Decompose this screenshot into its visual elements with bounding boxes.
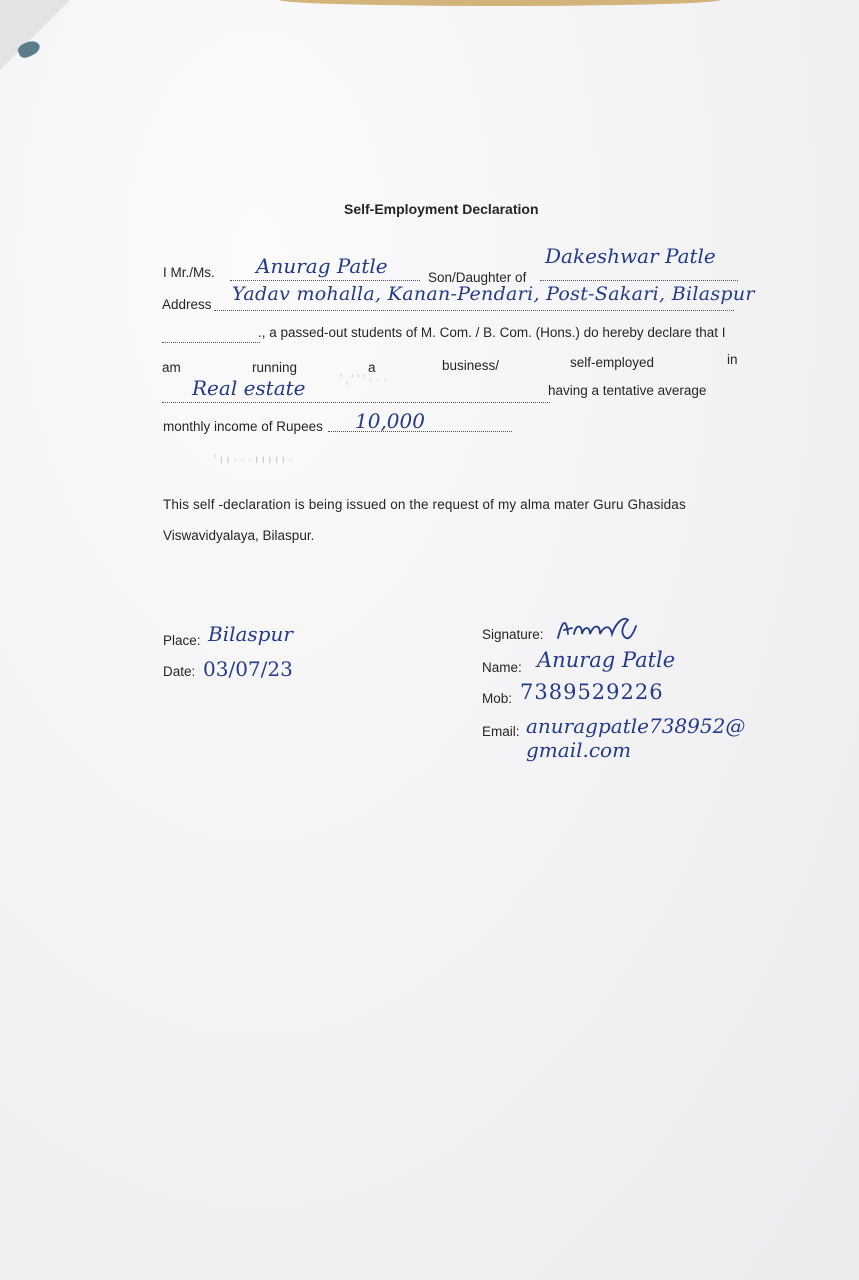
business-handwritten: Real estate: [192, 376, 306, 400]
word-am: am: [162, 360, 181, 375]
declaration-line-1: This self -declaration is being issued on the request of my alma mater Guru Ghasidas: [163, 497, 686, 512]
word-business: business/: [442, 358, 500, 373]
word-in: in: [727, 352, 738, 367]
parent-name-handwritten: Dakeshwar Patle: [545, 244, 716, 268]
email-label: Email:: [482, 724, 520, 739]
signature-label: Signature:: [482, 627, 544, 642]
declaration-line-2: Viswavidyalaya, Bilaspur.: [163, 528, 315, 543]
email-handwritten-line1: anuragpatle738952@: [526, 714, 746, 738]
name-handwritten: Anurag Patle: [256, 254, 388, 278]
paper-edge: [280, 0, 720, 6]
place-label: Place:: [163, 633, 201, 648]
signer-name-handwritten: Anurag Patle: [537, 648, 676, 672]
signature-scribble: [556, 612, 638, 646]
dotted-line: [162, 402, 550, 403]
email-handwritten-line2: gmail.com: [526, 738, 632, 762]
passed-out-text: ., a passed-out students of M. Com. / B. Com. (Hons.) do hereby declare that I: [258, 325, 726, 340]
name-label: Name:: [482, 660, 522, 675]
place-handwritten: Bilaspur: [208, 622, 293, 646]
date-label: Date:: [163, 664, 196, 679]
mob-label: Mob:: [482, 691, 513, 706]
income-handwritten: 10,000: [355, 409, 425, 433]
corner-fold: [0, 0, 70, 70]
dotted-line: [230, 280, 420, 281]
document-title: Self-Employment Declaration: [344, 201, 539, 217]
dotted-line: [540, 280, 738, 281]
monthly-income-label: monthly income of Rupees: [163, 419, 323, 434]
word-a: a: [368, 360, 376, 375]
dotted-line: [214, 310, 734, 311]
label-mr-ms: I Mr./Ms.: [163, 265, 215, 280]
bleed-through-mark: ' ı ı · · · ı ı ı ı ı ·: [214, 452, 293, 466]
word-self-employed: self-employed: [570, 355, 655, 370]
label-address: Address: [162, 297, 212, 312]
word-running: running: [252, 360, 298, 375]
bleed-through-mark: ' ‚ ' ' ' · · ·: [340, 372, 388, 386]
label-son-daughter: Son/Daughter of: [428, 270, 527, 285]
having-text: having a tentative average: [548, 383, 707, 398]
address-handwritten: Yadav mohalla, Kanan-Pendari, Post-Sakari, Bilaspur: [232, 283, 755, 305]
date-handwritten: 03/07/23: [203, 657, 293, 681]
dotted-line: [162, 342, 260, 343]
mobile-handwritten: 7389529226: [520, 680, 664, 704]
